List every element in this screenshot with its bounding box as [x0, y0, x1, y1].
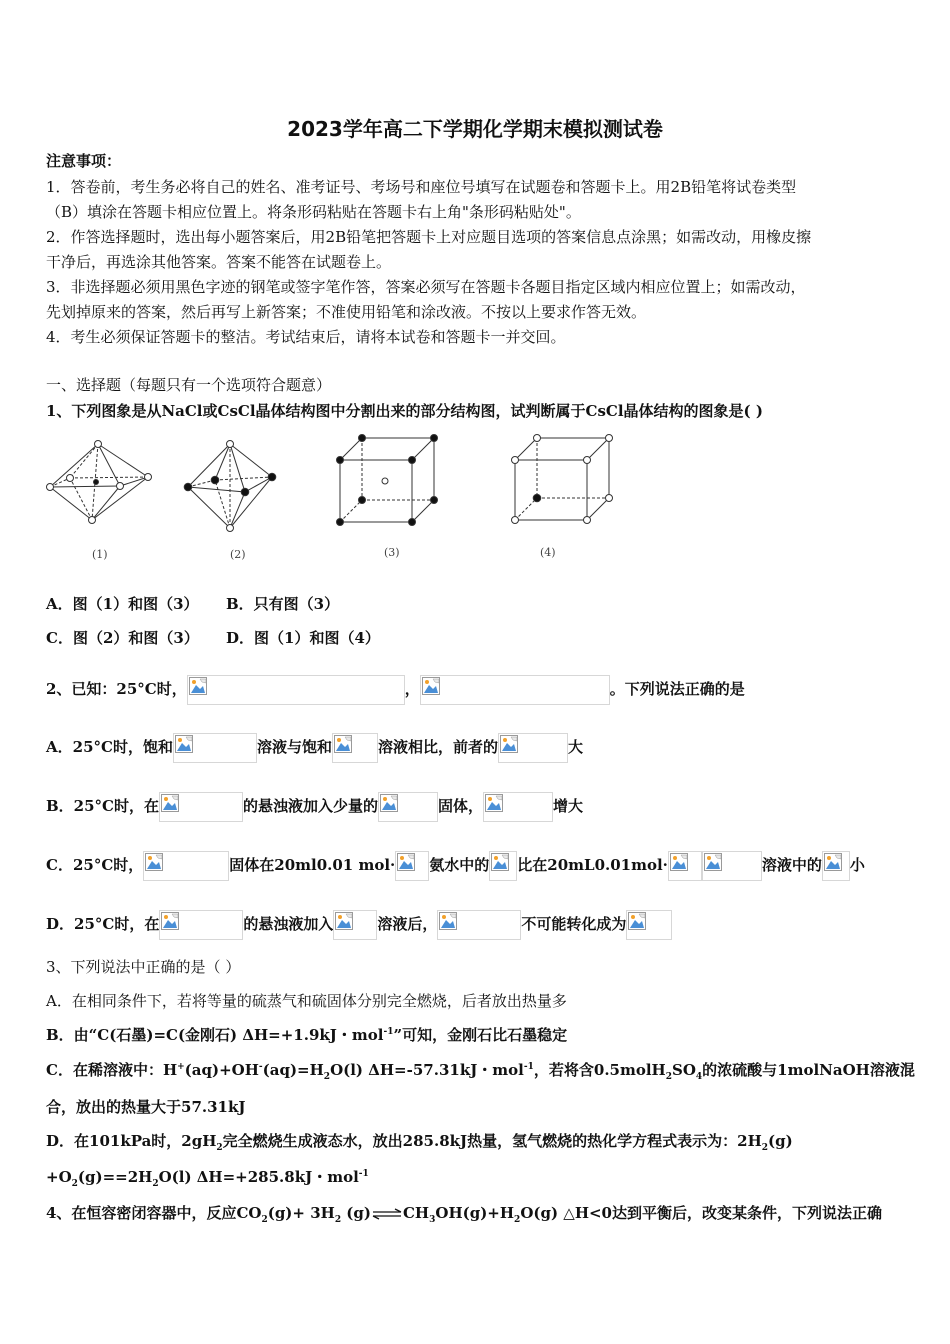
q1-option-a: A．图（1）和图（3） [46, 595, 199, 613]
broken-image-icon [498, 733, 568, 763]
broken-image-icon [437, 910, 521, 940]
notice-line: 4．考生必须保证答题卡的整洁。考试结束后，请将本试卷和答题卡一并交回。 [46, 328, 566, 346]
q3-option-c: C．在稀溶液中：$H^+(aq)+OH^-(aq)=H_2O(l)$ ΔH=-57.31kJ・mol$^{-1}$，若将含$0.5molH_2SO_4$的浓硫酸与1molNaOH溶液混 [46, 1061, 915, 1082]
broken-image-icon [187, 675, 405, 705]
broken-image-icon [159, 792, 243, 822]
broken-image-icon [420, 675, 610, 705]
broken-image-icon [395, 851, 429, 881]
q2-option-b: B．25°C时，在 的悬浊液加入少量的 固体， 增大 [46, 792, 583, 822]
figure-label-2: (2) [230, 548, 246, 561]
section-heading: 一、选择题（每题只有一个选项符合题意） [46, 376, 332, 394]
crystal-figure-4 [512, 435, 613, 524]
question-2-stem: 2、已知：25°C时， ， 。下列说法正确的是 [46, 675, 745, 705]
figure-label-3: (3) [384, 546, 400, 559]
equilibrium-arrow-icon [371, 1208, 403, 1220]
figure-label-4: (4) [540, 546, 556, 559]
q2-option-c: C．25°C时， 固体在20ml0.01 mol· 氨水中的 比在20mL0.01mol· 溶液中的 小 [46, 851, 865, 881]
broken-image-icon [333, 910, 377, 940]
notice-line: 干净后，再选涂其他答案。答案不能答在试题卷上。 [46, 253, 392, 271]
broken-image-icon [173, 733, 257, 763]
crystal-figure-3 [337, 435, 438, 526]
notice-line: 2．作答选择题时，选出每小题答案后，用2B铅笔把答题卡上对应题目选项的答案信息点涂黑；如需改动，用橡皮擦 [46, 228, 812, 246]
q2-option-a: A．25°C时，饱和 溶液与饱和 溶液相比，前者的 大 [46, 733, 583, 763]
notice-line: （B）填涂在答题卡相应位置上。将条形码粘贴在答题卡右上角"条形码粘贴处"。 [46, 203, 581, 221]
crystal-figures [40, 430, 640, 565]
page-title: 2023学年高二下学期化学期末模拟测试卷 [287, 117, 663, 141]
broken-image-icon [702, 851, 762, 881]
q3-option-d-cont: $+O_2(g)==2H_2O(l)$ ΔH=+285.8kJ・mol$^{-1}$ [46, 1168, 369, 1189]
crystal-figure-1 [47, 441, 152, 524]
crystal-figure-2 [184, 441, 276, 532]
q3-option-a: A．在相同条件下，若将等量的硫蒸气和硫固体分别完全燃烧，后者放出热量多 [46, 992, 567, 1010]
question-1-stem: 1、下列图象是从NaCl或CsCl晶体结构图中分割出来的部分结构图，试判断属于CsCl晶体结构的图象是( ) [46, 402, 763, 420]
notice-heading: 注意事项： [46, 152, 122, 170]
broken-image-icon [626, 910, 672, 940]
broken-image-icon [143, 851, 229, 881]
broken-image-icon [489, 851, 517, 881]
q2-option-d: D．25°C时，在 的悬浊液加入 溶液后， 不可能转化成为 [46, 910, 672, 940]
broken-image-icon [332, 733, 378, 763]
broken-image-icon [483, 792, 553, 822]
q1-option-b: B．只有图（3） [226, 595, 340, 613]
broken-image-icon [159, 910, 243, 940]
question-4-stem: 4、在恒容密闭容器中，反应$CO_2(g)+ 3H_2$ (g) $CH_3OH(g)+H_2O(g)$ △H<0达到平衡后，改变某条件，下列说法正确 [46, 1204, 882, 1225]
notice-line: 先划掉原来的答案，然后再写上新答案；不准使用铅笔和涂改液。不按以上要求作答无效。 [46, 303, 647, 321]
broken-image-icon [378, 792, 438, 822]
q3-option-d: D．在101kPa时，$2gH_2$完全燃烧生成液态水，放出285.8kJ热量，氢气燃烧的热化学方程式表示为：$2H_2(g)$ [46, 1132, 793, 1153]
q3-option-b: B．由“C(石墨)=C(金刚石) ΔH=+1.9kJ・mol$^{-1}$”可知，金刚石比石墨稳定 [46, 1026, 568, 1044]
broken-image-icon [822, 851, 850, 881]
question-3-stem: 3、下列说法中正确的是（ ） [46, 958, 241, 976]
notice-line: 1．答卷前，考生务必将自己的姓名、准考证号、考场号和座位号填写在试题卷和答题卡上。用2B铅笔将试卷类型 [46, 178, 797, 196]
broken-image-icon [668, 851, 702, 881]
figure-label-1: (1) [92, 548, 108, 561]
q3-option-c-cont: 合，放出的热量大于57.31kJ [46, 1098, 246, 1116]
q1-option-d: D．图（1）和图（4） [226, 629, 380, 647]
q1-option-c: C．图（2）和图（3） [46, 629, 199, 647]
notice-line: 3．非选择题必须用黑色字迹的钢笔或签字笔作答，答案必须写在答题卡各题目指定区域内相应位置上；如需改动， [46, 278, 806, 296]
